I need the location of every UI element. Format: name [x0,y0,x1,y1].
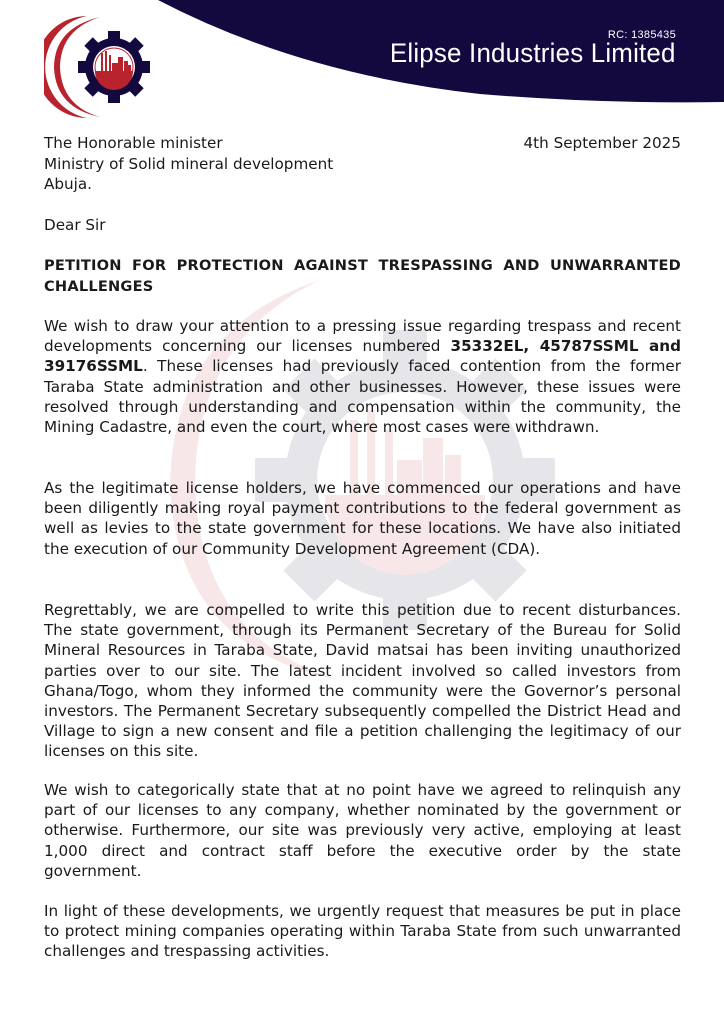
salutation: Dear Sir [44,216,106,234]
paragraph-text: . These licenses had previously faced contention from the former Taraba State administration and other businesses. However, these issues were resolved through understanding and compensation within the community, the Mining Cadastre, and even the court, where most cases were withdrawn. [44,357,681,437]
company-logo [44,14,154,120]
body-paragraph: Regrettably, we are compelled to write this petition due to recent disturbances. The state government, through its Permanent Secretary of the Bureau for Solid Mineral Resources in Taraba State, David matsai has been inviting unauthorized parties over to our site. The latest incident involved so called investors from Ghana/Togo, whom they informed the community were the Governor’s personal investors. The Permanent Secretary subsequently compelled the District Head and Village to sign a new consent and file a petition challenging the legitimacy of our licenses on this site. [44,601,681,761]
license-numbers: 35332EL, 45787SSML and 39176SSML [44,337,681,376]
body-paragraph: As the legitimate license holders, we have commenced our operations and have been diligently making royal payment contributions to the federal government as well as levies to the state government for these locations. We have also initiated the execution of our Community Development Agreement (CDA). [44,479,681,558]
recipient-line: Ministry of Solid mineral development [44,154,334,173]
subject-heading: PETITION FOR PROTECTION AGAINST TRESPASSING AND UNWARRANTED CHALLENGES [44,257,681,295]
letter-date: 4th September 2025 [523,134,681,152]
gear-factory-logo-icon [44,14,154,120]
body-paragraph [44,316,681,437]
paragraph-text: We wish to draw your attention to a pressing issue regarding trespass and recent developments concerning our licenses numbered [44,317,681,356]
recipient-line: Abuja. [44,175,93,193]
company-name: Elipse Industries Limited [390,38,676,68]
recipient-address [44,133,333,195]
registration-number: RC: 1385435 [607,29,676,41]
body-paragraph: In light of these developments, we urgently request that measures be put in place to protect mining companies operating within Taraba State from such unwarranted challenges and trespassing activities. [44,902,681,961]
body-paragraph: We wish to categorically state that at no point have we agreed to relinquish any part of our licenses to any company, whether nominated by the government or otherwise. Furthermore, our site was previously very active, employing at least 1,000 direct and contract staff before the executive order by the state government. [44,781,681,880]
recipient-line: The Honorable minister [44,134,223,152]
